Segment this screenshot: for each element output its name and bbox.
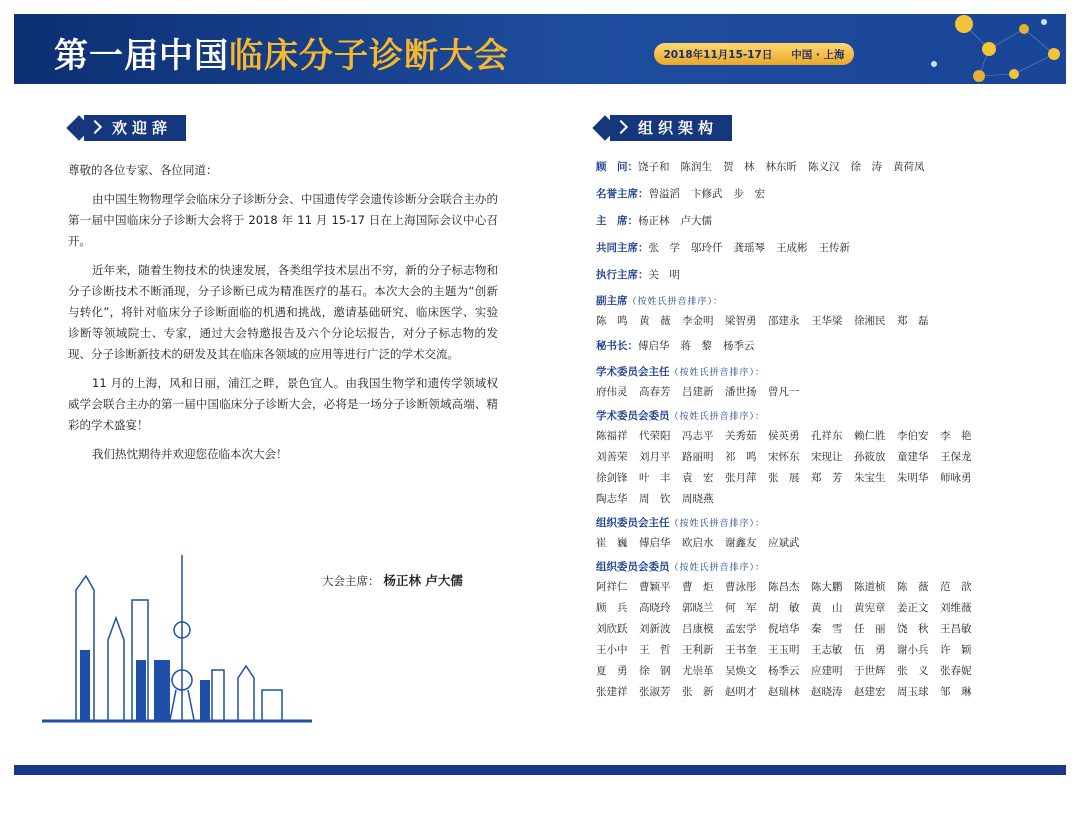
org-group-label: 主 席： xyxy=(596,215,638,227)
member-name: 龚瑶琴 xyxy=(733,242,765,254)
member-name: 尤崇革 xyxy=(682,665,714,677)
member-name: 应建明 xyxy=(811,665,843,677)
member-name: 黄 山 xyxy=(811,602,843,614)
member-name: 陈义汉 xyxy=(808,161,840,173)
member-name: 刘月平 xyxy=(639,451,671,463)
org-group xyxy=(596,337,1026,355)
member-name: 卞修武 xyxy=(691,188,723,200)
member-name: 邬玲仟 xyxy=(691,242,723,254)
member-name: 陈 鸣 xyxy=(596,315,628,327)
member-name: 张 学 xyxy=(648,242,680,254)
org-group-note: （按姓氏拼音排序）： xyxy=(627,297,724,307)
org-group-label: 共同主席： xyxy=(596,242,649,254)
member-name: 卢大儒 xyxy=(680,215,712,227)
member-name: 王小中 xyxy=(596,644,628,656)
member-name: 姜正文 xyxy=(897,602,929,614)
org-group-label: 学术委员会主任 xyxy=(596,366,670,378)
org-group xyxy=(596,364,1026,399)
member-name: 徐 钢 xyxy=(639,665,671,677)
member-name: 师咏勇 xyxy=(940,472,972,484)
member-name: 徐 涛 xyxy=(850,161,882,173)
member-name: 张 义 xyxy=(897,665,929,677)
member-name: 倪培华 xyxy=(768,623,800,635)
member-name: 王华梁 xyxy=(811,315,843,327)
member-name: 陈 薇 xyxy=(897,581,929,593)
member-name: 关秀茹 xyxy=(725,430,757,442)
member-name: 关 明 xyxy=(648,269,680,281)
org-group-note: （按姓氏拼音排序）： xyxy=(669,563,766,573)
header-banner xyxy=(14,14,1066,84)
welcome-paragraph: 近年来，随着生物技术的快速发展，各类组学技术层出不穷，新的分子标志物和分子诊断技术不断涌现，分子诊断已成为精准医疗的基石。本次大会的主题为“创新与转化”，将针对临床分子诊断面临的机遇和挑战，邀请基础研究、临床医学、实验诊断等领域院士、专家，通过大会特邀报告及六个分论坛报告，对分子标志物的发现、分子诊断新技术的研发及其在临床各领域的应用等进行广泛的学术交流。 xyxy=(68,263,498,361)
member-name: 高晓玲 xyxy=(639,602,671,614)
org-group-label: 组织委员会主任 xyxy=(596,517,670,529)
member-name: 路丽明 xyxy=(682,451,714,463)
org-group xyxy=(596,293,1026,328)
conference-date: 2018年11月15-17日 xyxy=(663,48,773,61)
member-name: 黄 薇 xyxy=(639,315,671,327)
member-name: 王传新 xyxy=(818,242,850,254)
org-group-label: 学术委员会委员 xyxy=(596,410,670,422)
member-name: 欧启水 xyxy=(682,537,714,549)
member-name: 叶 丰 xyxy=(639,472,671,484)
org-group-note: （按姓氏拼音排序）： xyxy=(669,368,766,378)
member-name: 于世辉 xyxy=(854,665,886,677)
member-name: 张建祥 xyxy=(596,686,628,698)
org-group-label: 名誉主席： xyxy=(596,188,649,200)
member-name: 许 颖 xyxy=(940,644,972,656)
member-name: 顾 兵 xyxy=(596,602,628,614)
member-name: 刘欣跃 xyxy=(596,623,628,635)
member-name: 谢鑫友 xyxy=(725,537,757,549)
member-name: 阿祥仁 xyxy=(596,581,628,593)
member-name: 李 艳 xyxy=(940,430,972,442)
member-name: 刘新波 xyxy=(639,623,671,635)
member-name: 周晓燕 xyxy=(682,493,714,505)
member-name: 胡 敏 xyxy=(768,602,800,614)
member-name: 刘维薇 xyxy=(940,602,972,614)
member-name: 赵建宏 xyxy=(854,686,886,698)
member-name: 曾溢滔 xyxy=(648,188,680,200)
member-name: 王成彬 xyxy=(776,242,808,254)
org-group-label: 秘书长： xyxy=(596,340,638,352)
member-name: 邵建永 xyxy=(768,315,800,327)
member-name: 黄宪章 xyxy=(854,602,886,614)
member-name: 杨季云 xyxy=(768,665,800,677)
member-name: 赵瑞林 xyxy=(768,686,800,698)
member-name: 吕康模 xyxy=(682,623,714,635)
member-name: 王玉明 xyxy=(768,644,800,656)
member-name: 袁 宏 xyxy=(682,472,714,484)
member-name: 宋怀东 xyxy=(768,451,800,463)
member-name: 饶子和 xyxy=(638,161,670,173)
member-name: 郑 磊 xyxy=(897,315,929,327)
member-name: 李金明 xyxy=(682,315,714,327)
org-group xyxy=(596,266,1026,284)
member-name: 张 展 xyxy=(768,472,800,484)
member-name: 曹 炬 xyxy=(682,581,714,593)
member-name: 傅启华 xyxy=(638,340,670,352)
member-name: 张淑芳 xyxy=(639,686,671,698)
org-group-note: （按姓氏拼音排序）： xyxy=(669,412,766,422)
member-name: 孙筱放 xyxy=(854,451,886,463)
conference-location: 中国 · 上海 xyxy=(791,48,845,61)
org-group-note: （按姓氏拼音排序）： xyxy=(669,519,766,529)
member-name: 陈润生 xyxy=(680,161,712,173)
org-group-label: 组织委员会委员 xyxy=(596,561,670,573)
org-group xyxy=(596,158,1026,176)
member-name: 徐湘民 xyxy=(854,315,886,327)
member-name: 赖仁胜 xyxy=(854,430,886,442)
member-name: 赵晓涛 xyxy=(811,686,843,698)
member-name: 陈福祥 xyxy=(596,430,628,442)
member-name: 侯英勇 xyxy=(768,430,800,442)
member-name: 王利新 xyxy=(682,644,714,656)
member-name: 曾凡一 xyxy=(768,386,800,398)
member-name: 吕建新 xyxy=(682,386,714,398)
member-name: 饶 秋 xyxy=(897,623,929,635)
member-name: 王 哲 xyxy=(639,644,671,656)
salutation: 尊敬的各位专家、各位同道： xyxy=(68,163,218,177)
org-group xyxy=(596,239,1026,257)
member-name: 张月萍 xyxy=(725,472,757,484)
org-group xyxy=(596,185,1026,203)
member-name: 陶志华 xyxy=(596,493,628,505)
organization-list xyxy=(596,158,1026,708)
member-name: 曹颖平 xyxy=(639,581,671,593)
member-name: 赵明才 xyxy=(725,686,757,698)
org-group xyxy=(596,515,1026,550)
member-name: 秦 雪 xyxy=(811,623,843,635)
org-group xyxy=(596,559,1026,699)
org-group xyxy=(596,408,1026,506)
member-name: 步 宏 xyxy=(733,188,765,200)
member-name: 陈大鹏 xyxy=(811,581,843,593)
welcome-heading: 欢迎辞 xyxy=(70,114,186,142)
member-name: 张春妮 xyxy=(940,665,972,677)
member-name: 任 丽 xyxy=(854,623,886,635)
member-name: 伍 勇 xyxy=(854,644,886,656)
welcome-paragraph: 我们热忱期待并欢迎您莅临本次大会！ xyxy=(92,447,288,461)
member-name: 夏 勇 xyxy=(596,665,628,677)
org-heading: 组织架构 xyxy=(596,114,732,142)
member-name: 吴焕文 xyxy=(725,665,757,677)
member-name: 曹泳彤 xyxy=(725,581,757,593)
member-name: 宋现让 xyxy=(811,451,843,463)
member-name: 府伟灵 xyxy=(596,386,628,398)
member-name: 王志敏 xyxy=(811,644,843,656)
member-name: 周 钦 xyxy=(639,493,671,505)
conference-title: 第一届中国临床分子诊断大会 xyxy=(54,36,509,76)
member-name: 高春芳 xyxy=(639,386,671,398)
member-name: 范 歆 xyxy=(940,581,972,593)
member-name: 潘世扬 xyxy=(725,386,757,398)
member-name: 孟宏学 xyxy=(725,623,757,635)
member-name: 应斌武 xyxy=(768,537,800,549)
member-name: 朱宝生 xyxy=(854,472,886,484)
signature: 大会主席： 杨正林 卢大儒 xyxy=(322,573,463,588)
footer-bar xyxy=(14,765,1066,775)
member-name: 王昌敏 xyxy=(940,623,972,635)
member-name: 代荣阳 xyxy=(639,430,671,442)
member-name: 邹 琳 xyxy=(940,686,972,698)
molecule-decoration xyxy=(894,14,1066,84)
member-name: 林东昕 xyxy=(765,161,797,173)
member-name: 何 军 xyxy=(725,602,757,614)
welcome-paragraph: 11 月的上海，风和日丽，浦江之畔，景色宜人。由我国生物学和遗传学领域权威学会联合主办的第一届中国临床分子诊断大会，必将是一场分子诊断领域高端、精彩的学术盛宴！ xyxy=(68,376,498,432)
member-name: 张 新 xyxy=(682,686,714,698)
welcome-paragraph: 由中国生物物理学会临床分子诊断分会、中国遗传学会遗传诊断分会联合主办的第一届中国临床分子诊断大会将于 2018 年 11 月 15-17 日在上海国际会议中心召开。 xyxy=(68,192,498,248)
member-name: 杨季云 xyxy=(723,340,755,352)
date-location-pill xyxy=(654,43,854,65)
member-name: 王保龙 xyxy=(940,451,972,463)
member-name: 刘善荣 xyxy=(596,451,628,463)
member-name: 徐剑锋 xyxy=(596,472,628,484)
org-group-label: 执行主席： xyxy=(596,269,649,281)
member-name: 冯志平 xyxy=(682,430,714,442)
member-name: 孔祥东 xyxy=(811,430,843,442)
member-name: 周玉球 xyxy=(897,686,929,698)
shanghai-skyline-illustration xyxy=(42,550,312,728)
member-name: 陈道桢 xyxy=(854,581,886,593)
member-name: 李伯安 xyxy=(897,430,929,442)
member-name: 朱明华 xyxy=(897,472,929,484)
member-name: 郑 芳 xyxy=(811,472,843,484)
member-name: 祁 鸣 xyxy=(725,451,757,463)
member-name: 童建华 xyxy=(897,451,929,463)
member-name: 崔 巍 xyxy=(596,537,628,549)
org-group xyxy=(596,212,1026,230)
member-name: 杨正林 xyxy=(638,215,670,227)
member-name: 王书奎 xyxy=(725,644,757,656)
member-name: 蒋 黎 xyxy=(680,340,712,352)
org-group-label: 副主席 xyxy=(596,295,628,307)
member-name: 陈昌杰 xyxy=(768,581,800,593)
member-name: 梁智勇 xyxy=(725,315,757,327)
member-name: 傅启华 xyxy=(639,537,671,549)
member-name: 黄荷凤 xyxy=(893,161,925,173)
welcome-text xyxy=(68,160,498,473)
member-name: 谢小兵 xyxy=(897,644,929,656)
member-name: 郭晓兰 xyxy=(682,602,714,614)
org-group-label: 顾 问： xyxy=(596,161,638,173)
member-name: 贺 林 xyxy=(723,161,755,173)
